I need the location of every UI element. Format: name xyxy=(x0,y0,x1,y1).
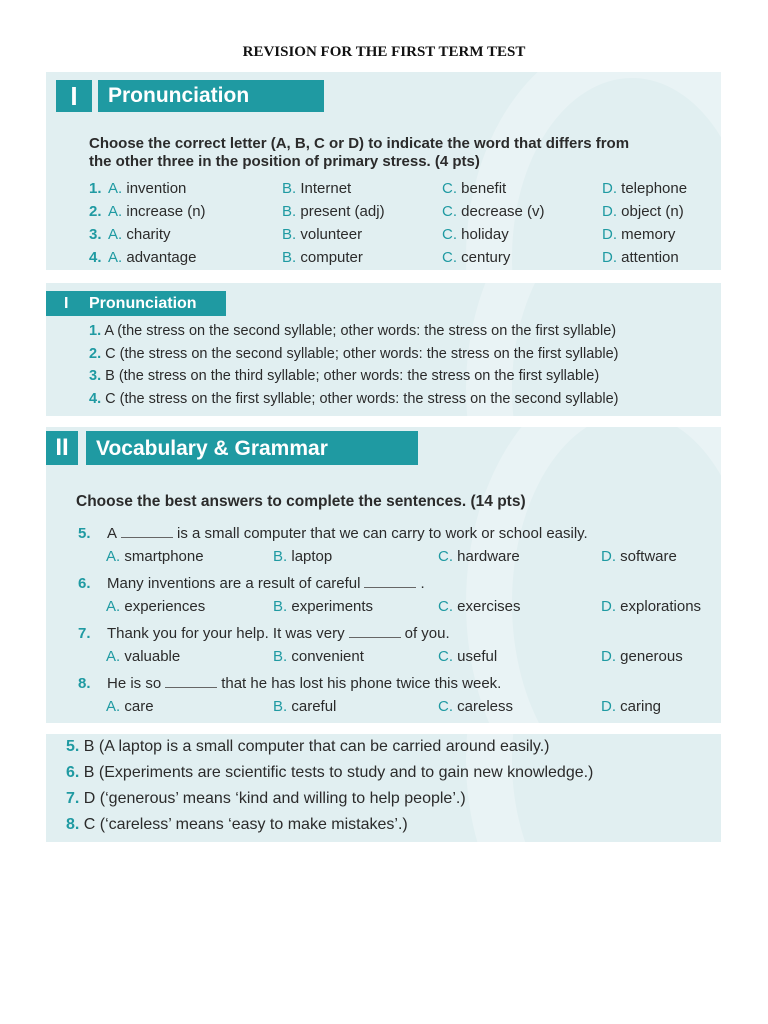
option-d-text: object (n) xyxy=(621,203,684,220)
answer-number: 4. xyxy=(89,390,102,407)
option-a-letter: A. xyxy=(106,648,121,665)
answer-blank[interactable] xyxy=(349,625,401,638)
vocabulary-grammar-panel xyxy=(46,427,721,723)
question-number: 5. xyxy=(78,525,91,542)
option-c-letter: C. xyxy=(442,249,457,266)
option-c[interactable] xyxy=(442,180,506,197)
option-c-text: careless xyxy=(457,698,514,715)
option-c[interactable] xyxy=(442,249,510,266)
question-number: 3. xyxy=(89,226,102,243)
option-b[interactable] xyxy=(282,203,385,220)
question-number: 7. xyxy=(78,625,91,642)
option-b[interactable] xyxy=(282,249,363,266)
section-roman-numeral: I xyxy=(56,80,92,112)
option-b-letter: B. xyxy=(273,598,288,615)
option-c[interactable] xyxy=(438,698,513,715)
question-number: 8. xyxy=(78,675,91,692)
option-d-text: attention xyxy=(621,249,679,266)
option-a-letter: A. xyxy=(106,548,121,565)
option-a[interactable] xyxy=(106,698,154,715)
sentence-end: . xyxy=(420,575,425,592)
option-c-letter: C. xyxy=(442,180,457,197)
answer-text: B (the stress on the third syllable; other words: the stress on the first syllable) xyxy=(105,368,600,384)
option-a-letter: A. xyxy=(106,698,121,715)
option-d[interactable] xyxy=(601,598,701,615)
option-a[interactable] xyxy=(108,180,186,197)
sentence-start: Many inventions are a result of careful xyxy=(107,575,361,592)
option-c[interactable] xyxy=(442,226,509,243)
question-sentence xyxy=(107,525,588,542)
option-a-text: smartphone xyxy=(124,548,204,565)
question-sentence xyxy=(107,675,501,692)
option-d[interactable] xyxy=(602,180,687,197)
option-d-letter: D. xyxy=(601,698,616,715)
option-c[interactable] xyxy=(438,598,521,615)
question-number: 1. xyxy=(89,180,102,197)
option-d[interactable] xyxy=(602,226,675,243)
option-a-text: advantage xyxy=(126,249,197,266)
option-a[interactable] xyxy=(106,598,205,615)
option-b-text: Internet xyxy=(300,180,352,197)
answer-text: C (‘careless’ means ‘easy to make mistakes’.) xyxy=(83,816,408,833)
option-c-text: century xyxy=(461,249,511,266)
option-c[interactable] xyxy=(438,648,497,665)
option-d-letter: D. xyxy=(602,249,617,266)
answer-blank[interactable] xyxy=(364,575,416,588)
answer-text: C (the stress on the second syllable; other words: the stress on the first syllable) xyxy=(105,345,619,362)
section-roman-numeral: II xyxy=(46,431,78,465)
answers-roman-numeral: I xyxy=(64,295,69,312)
option-a-text: care xyxy=(124,698,154,715)
option-b-text: volunteer xyxy=(300,226,363,243)
answer-number: 3. xyxy=(89,368,102,384)
answer-text: A (the stress on the second syllable; other words: the stress on the first syllable) xyxy=(104,323,617,339)
option-b-text: laptop xyxy=(291,548,333,565)
option-c-letter: C. xyxy=(438,548,453,565)
option-c-text: benefit xyxy=(461,180,507,197)
answer-number: 7. xyxy=(66,790,80,807)
option-d[interactable] xyxy=(601,548,677,565)
option-a-letter: A. xyxy=(108,249,123,266)
answers-section-header xyxy=(46,291,226,316)
answer-blank[interactable] xyxy=(121,525,173,538)
option-a[interactable] xyxy=(108,203,206,220)
option-a-text: experiences xyxy=(124,598,206,615)
sentence-end: is a small computer that we can carry to work or school easily. xyxy=(177,525,588,542)
option-b-letter: B. xyxy=(282,203,297,220)
pronunciation-answers-panel xyxy=(46,283,721,416)
option-c-text: hardware xyxy=(457,548,520,565)
option-b[interactable] xyxy=(273,598,373,615)
answer-number: 1. xyxy=(89,323,102,339)
option-d-text: software xyxy=(620,548,677,565)
option-b[interactable] xyxy=(273,648,364,665)
option-d-text: generous xyxy=(620,648,683,665)
answer-line xyxy=(66,738,550,756)
option-d[interactable] xyxy=(601,698,661,715)
option-a-letter: A. xyxy=(108,203,123,220)
option-a[interactable] xyxy=(106,648,180,665)
sentence-start: Thank you for your help. It was very xyxy=(107,625,345,642)
pronunciation-questions-panel xyxy=(46,72,721,270)
option-b-text: computer xyxy=(300,249,363,266)
option-a-letter: A. xyxy=(106,598,121,615)
sentence-end: that he has lost his phone twice this week. xyxy=(221,675,502,692)
option-b[interactable] xyxy=(282,180,351,197)
option-a[interactable] xyxy=(108,226,171,243)
option-a[interactable] xyxy=(106,548,204,565)
option-d-text: telephone xyxy=(621,180,688,197)
vocabulary-grammar-answers-panel xyxy=(46,734,721,842)
option-a-text: invention xyxy=(126,180,187,197)
answer-line xyxy=(66,790,466,808)
option-c-text: exercises xyxy=(457,598,521,615)
option-c-letter: C. xyxy=(442,226,457,243)
option-a-text: charity xyxy=(126,226,171,243)
question-sentence xyxy=(107,625,450,642)
answer-number: 6. xyxy=(66,764,80,781)
option-a-text: valuable xyxy=(124,648,181,665)
answer-line xyxy=(89,391,619,407)
answer-text: D (‘generous’ means ‘kind and willing to help people’.) xyxy=(83,790,466,807)
sentence-end: of you. xyxy=(404,625,450,642)
question-number: 2. xyxy=(89,203,102,220)
option-b-letter: B. xyxy=(273,548,288,565)
answer-number: 8. xyxy=(66,816,80,833)
option-d-letter: D. xyxy=(602,226,617,243)
option-b[interactable] xyxy=(273,698,336,715)
option-d[interactable] xyxy=(602,203,684,220)
sentence-start: He is so xyxy=(107,675,162,692)
answer-line xyxy=(66,764,593,782)
option-b-text: careful xyxy=(291,698,337,715)
answer-text: B (A laptop is a small computer that can be carried around easily.) xyxy=(83,738,550,755)
option-a-text: increase (n) xyxy=(126,203,206,220)
option-a-letter: A. xyxy=(108,226,123,243)
option-a-letter: A. xyxy=(108,180,123,197)
question-number: 4. xyxy=(89,249,102,266)
section-title: Pronunciation xyxy=(98,80,324,112)
option-d-text: explorations xyxy=(620,598,702,615)
sentence-start: A xyxy=(107,525,118,542)
option-c-text: holiday xyxy=(461,226,509,243)
option-c-text: decrease (v) xyxy=(461,203,545,220)
question-number: 6. xyxy=(78,575,91,592)
answer-line xyxy=(66,816,408,834)
option-d-letter: D. xyxy=(601,648,616,665)
answer-line xyxy=(89,323,616,339)
answer-text: B (Experiments are scientific tests to study and to gain new knowledge.) xyxy=(83,764,594,781)
answer-blank[interactable] xyxy=(165,675,217,688)
option-d-letter: D. xyxy=(602,203,617,220)
option-c[interactable] xyxy=(438,548,520,565)
option-a[interactable] xyxy=(108,249,196,266)
instruction-line-2: the other three in the position of primary stress. (4 pts) xyxy=(89,153,480,170)
option-b[interactable] xyxy=(273,548,332,565)
option-d-letter: D. xyxy=(601,598,616,615)
option-d-letter: D. xyxy=(601,548,616,565)
option-d-text: memory xyxy=(621,226,676,243)
answer-line xyxy=(89,346,619,362)
instruction-line: Choose the best answers to complete the sentences. (14 pts) xyxy=(76,493,526,510)
option-b-text: convenient xyxy=(291,648,364,665)
option-b-letter: B. xyxy=(282,180,297,197)
option-c[interactable] xyxy=(442,203,545,220)
answers-section-title: Pronunciation xyxy=(89,295,197,312)
option-d-letter: D. xyxy=(602,180,617,197)
answer-number: 2. xyxy=(89,345,102,362)
option-b-letter: B. xyxy=(282,226,297,243)
option-c-letter: C. xyxy=(438,698,453,715)
section-title: Vocabulary & Grammar xyxy=(86,431,418,465)
option-b-letter: B. xyxy=(282,249,297,266)
answer-line xyxy=(89,368,599,384)
option-b-letter: B. xyxy=(273,698,288,715)
option-d[interactable] xyxy=(601,648,683,665)
option-d-text: caring xyxy=(620,698,662,715)
option-c-text: useful xyxy=(457,648,498,665)
option-b-text: experiments xyxy=(291,598,374,615)
option-c-letter: C. xyxy=(438,648,453,665)
option-b-text: present (adj) xyxy=(300,203,385,220)
answer-number: 5. xyxy=(66,738,80,755)
option-c-letter: C. xyxy=(442,203,457,220)
option-b[interactable] xyxy=(282,226,362,243)
option-c-letter: C. xyxy=(438,598,453,615)
document-title: REVISION FOR THE FIRST TERM TEST xyxy=(242,44,526,60)
question-sentence xyxy=(107,575,425,592)
answer-text: C (the stress on the first syllable; other words: the stress on the second syllable) xyxy=(105,390,619,407)
instruction-line-1: Choose the correct letter (A, B, C or D) to indicate the word that differs from xyxy=(89,135,630,152)
option-b-letter: B. xyxy=(273,648,288,665)
option-d[interactable] xyxy=(602,249,679,266)
